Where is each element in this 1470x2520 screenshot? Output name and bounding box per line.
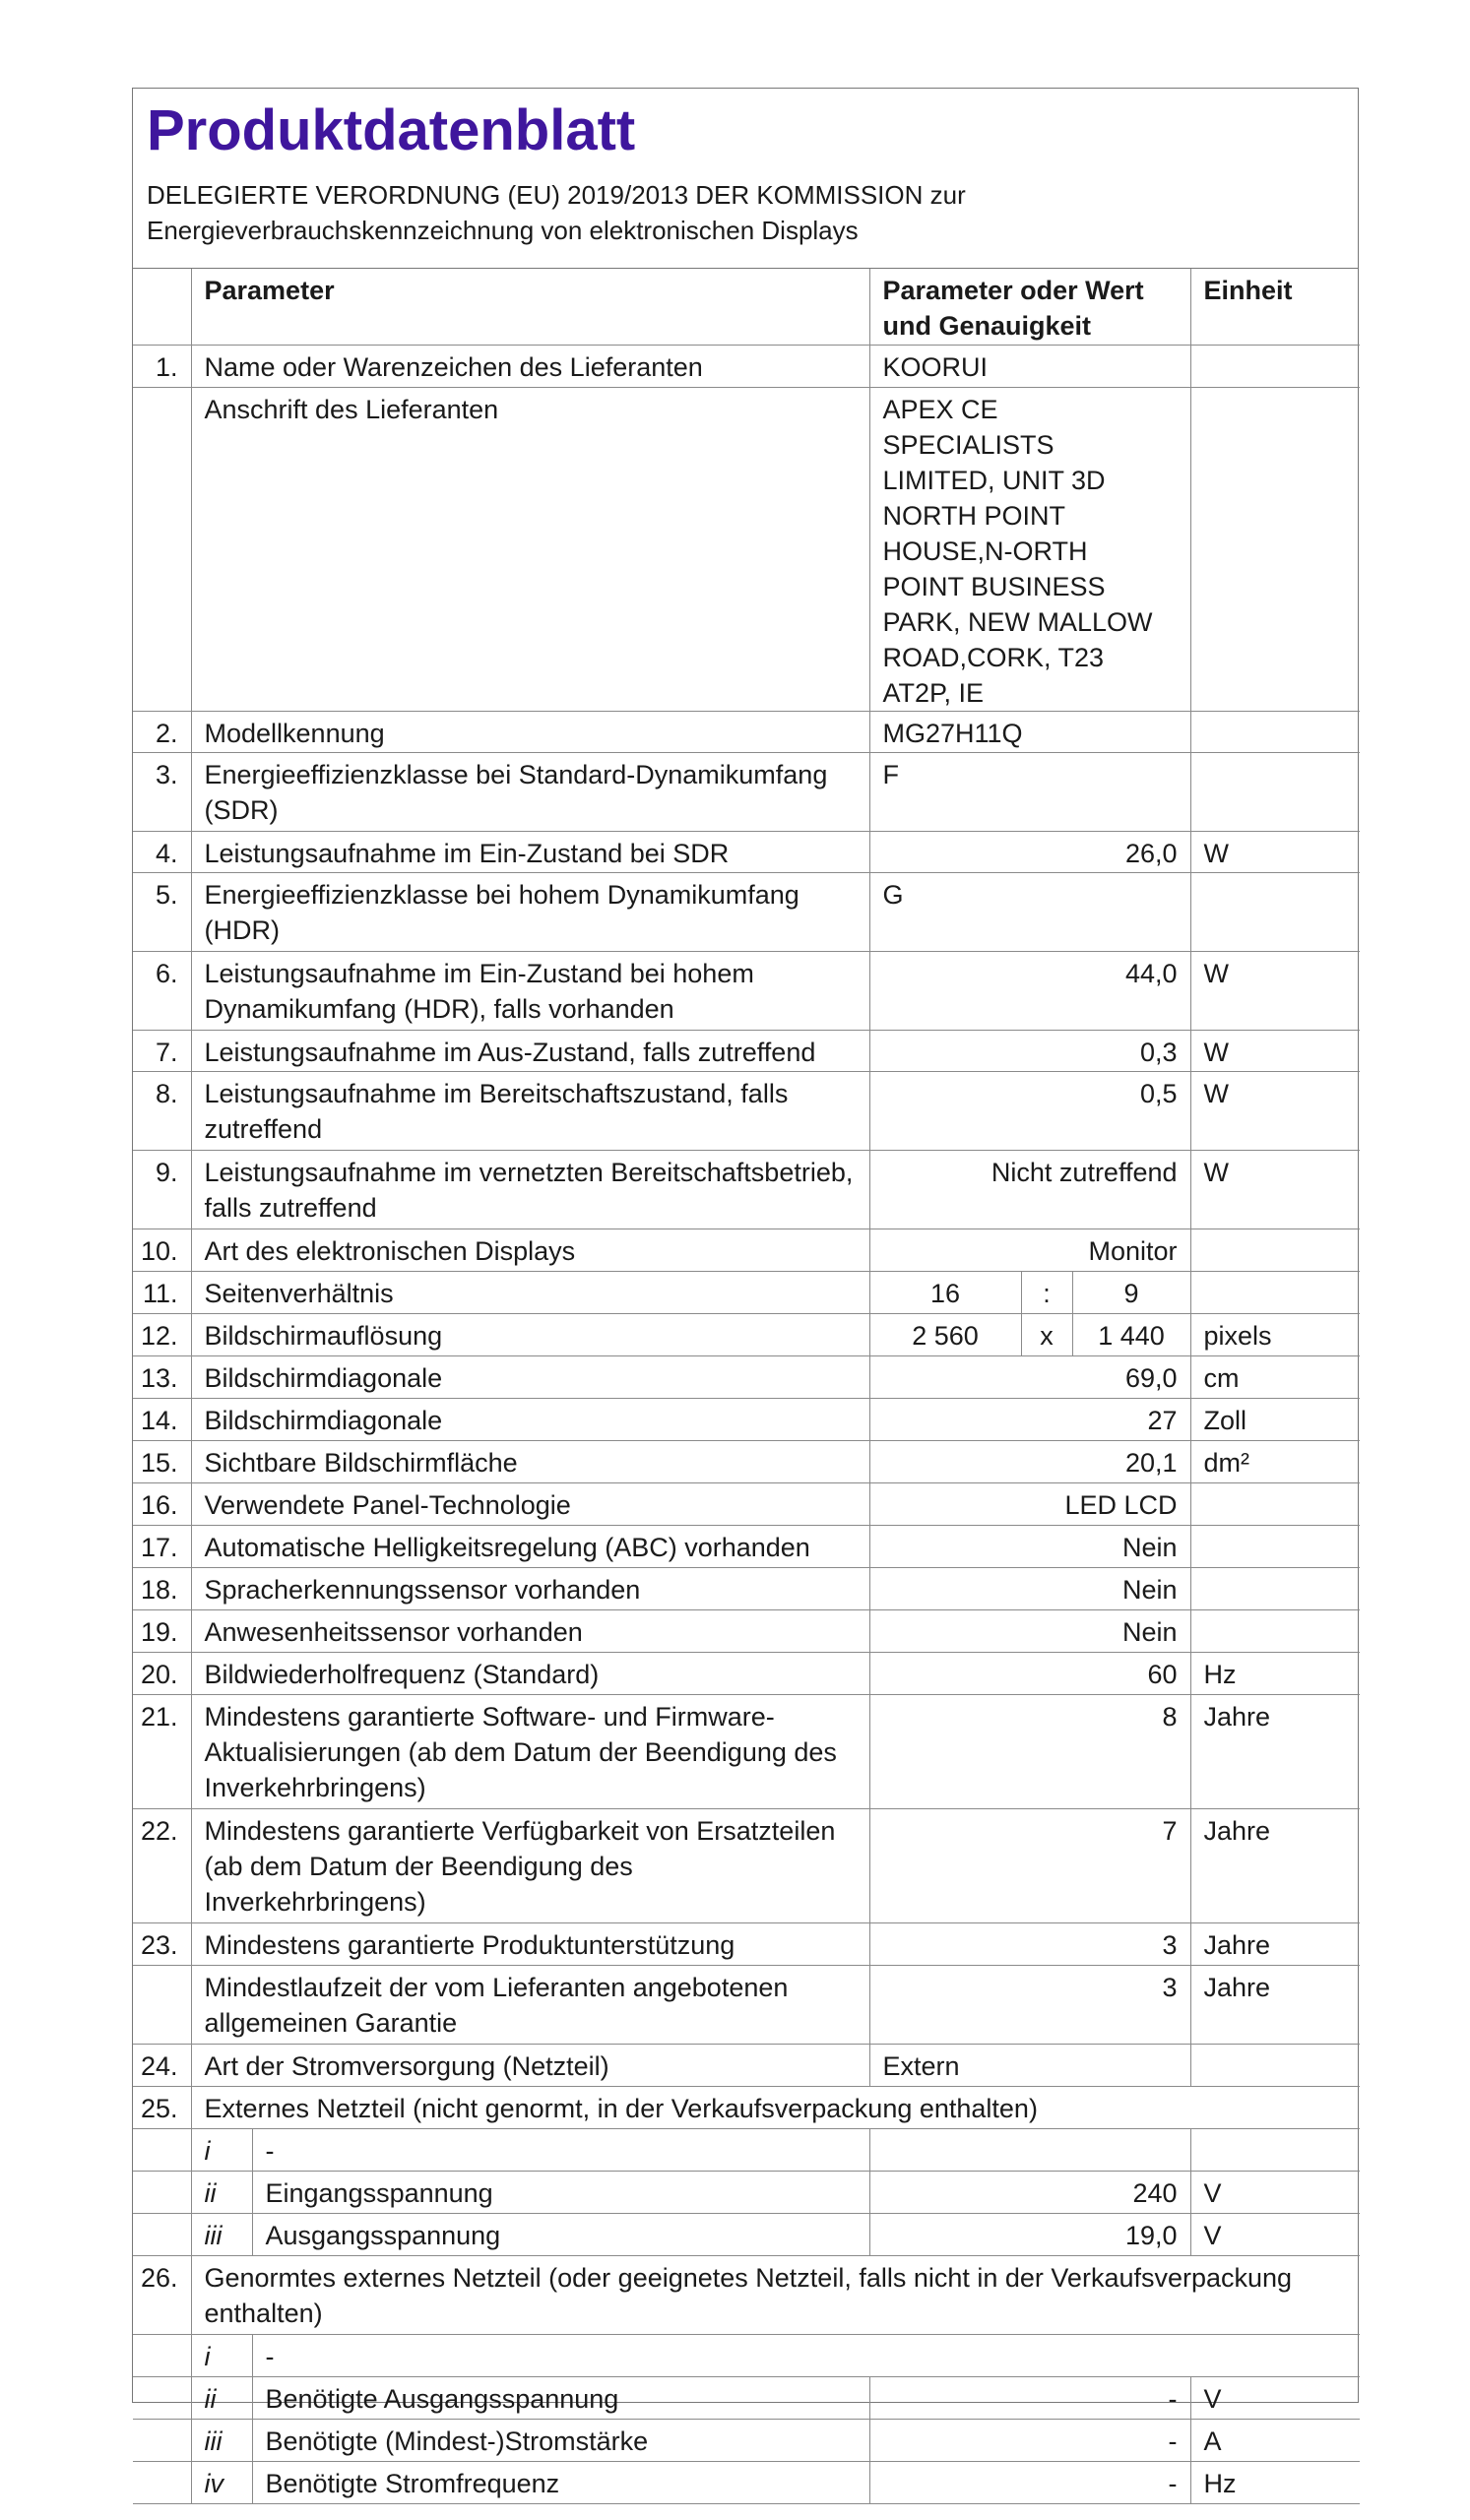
table-row: 19. Anwesenheitssensor vorhanden Nein (133, 1609, 1360, 1652)
table-row: iii Ausgangsspannung 19,0 V (133, 2213, 1360, 2255)
table-row: 9. Leistungsaufnahme im vernetzten Bereitschaftsbetrieb, falls zutreffend Nicht zutreffend W (133, 1150, 1360, 1228)
table-row: 21. Mindestens garantierte Software- und Firmware-Aktualisierungen (ab dem Datum der Beendigung des Inverkehrbringens) 8 Jahre (133, 1694, 1360, 1808)
page-title: Produktdatenblatt (147, 98, 636, 162)
product-data-sheet (132, 88, 1359, 2498)
table-row: 22. Mindestens garantierte Verfügbarkeit von Ersatzteilen (ab dem Datum der Beendigung des Inverkehrbringens) 7 Jahre (133, 1808, 1360, 1922)
table-row: 5. Energieeffizienzklasse bei hohem Dynamikumfang (HDR) G (133, 872, 1360, 951)
header-parameter: Parameter (191, 269, 869, 345)
table-row: 1. Name oder Warenzeichen des Lieferanten KOORUI (133, 345, 1360, 387)
regulation-text: DELEGIERTE VERORDNUNG (EU) 2019/2013 DER KOMMISSION zur Energieverbrauchskennzeichnung von elektronischen Displays (147, 180, 966, 245)
header-value: Parameter oder Wert und Genauigkeit (869, 269, 1190, 345)
table-row: 6. Leistungsaufnahme im Ein-Zustand bei hohem Dynamikumfang (HDR), falls vorhanden 44,0 W (133, 951, 1360, 1030)
table-row: 20. Bildwiederholfrequenz (Standard) 60 Hz (133, 1652, 1360, 1694)
table-row: iii Benötigte (Mindest-)Stromstärke - A (133, 2419, 1360, 2461)
table-row: 18. Spracherkennungssensor vorhanden Nein (133, 1567, 1360, 1609)
table-row: ii Benötigte Ausgangsspannung - V (133, 2376, 1360, 2419)
table-row: 12. Bildschirmauflösung 2 560 x 1 440 pixels (133, 1313, 1360, 1355)
header-unit: Einheit (1190, 269, 1360, 345)
title-box (133, 89, 1358, 269)
table-header-row (133, 269, 1360, 345)
table-row: 13. Bildschirmdiagonale 69,0 cm (133, 1355, 1360, 1398)
table-row: ii Eingangsspannung 240 V (133, 2171, 1360, 2213)
table-row: Mindestlaufzeit der vom Lieferanten angebotenen allgemeinen Garantie 3 Jahre (133, 1965, 1360, 2044)
table-row: 15. Sichtbare Bildschirmfläche 20,1 dm² (133, 1440, 1360, 1482)
table-row: 3. Energieeffizienzklasse bei Standard-Dynamikumfang (SDR) F (133, 752, 1360, 831)
table-row: 24. Art der Stromversorgung (Netzteil) Extern (133, 2044, 1360, 2086)
table-row: iv Benötigte Stromfrequenz - Hz (133, 2461, 1360, 2503)
table-row: 7. Leistungsaufnahme im Aus-Zustand, falls zutreffend 0,3 W (133, 1030, 1360, 1071)
table-row: 11. Seitenverhältnis 16 : 9 (133, 1271, 1360, 1313)
table-row: 26. Genormtes externes Netzteil (oder geeignetes Netzteil, falls nicht in der Verkaufsverpackung enthalten) (133, 2255, 1360, 2334)
table-row: 17. Automatische Helligkeitsregelung (ABC) vorhanden Nein (133, 1525, 1360, 1567)
table-row: i - (133, 2128, 1360, 2171)
table-row: 2. Modellkennung MG27H11Q (133, 711, 1360, 752)
table-row: 23. Mindestens garantierte Produktunterstützung 3 Jahre (133, 1922, 1360, 1965)
table-row: i - (133, 2334, 1360, 2376)
table-row: 14. Bildschirmdiagonale 27 Zoll (133, 1398, 1360, 1440)
table-row: 16. Verwendete Panel-Technologie LED LCD (133, 1482, 1360, 1525)
table-row: 25. Externes Netzteil (nicht genormt, in der Verkaufsverpackung enthalten) (133, 2086, 1360, 2128)
data-table (133, 269, 1360, 2504)
table-row: 8. Leistungsaufnahme im Bereitschaftszustand, falls zutreffend 0,5 W (133, 1071, 1360, 1150)
table-row: 10. Art des elektronischen Displays Monitor (133, 1228, 1360, 1271)
table-row: 4. Leistungsaufnahme im Ein-Zustand bei SDR 26,0 W (133, 831, 1360, 872)
table-row: Anschrift des Lieferanten APEX CE SPECIALISTS LIMITED, UNIT 3D NORTH POINT HOUSE,N-ORTH POINT BUSINESS PARK, NEW MALLOW ROAD,CORK, T23 AT2P, IE (133, 387, 1360, 711)
